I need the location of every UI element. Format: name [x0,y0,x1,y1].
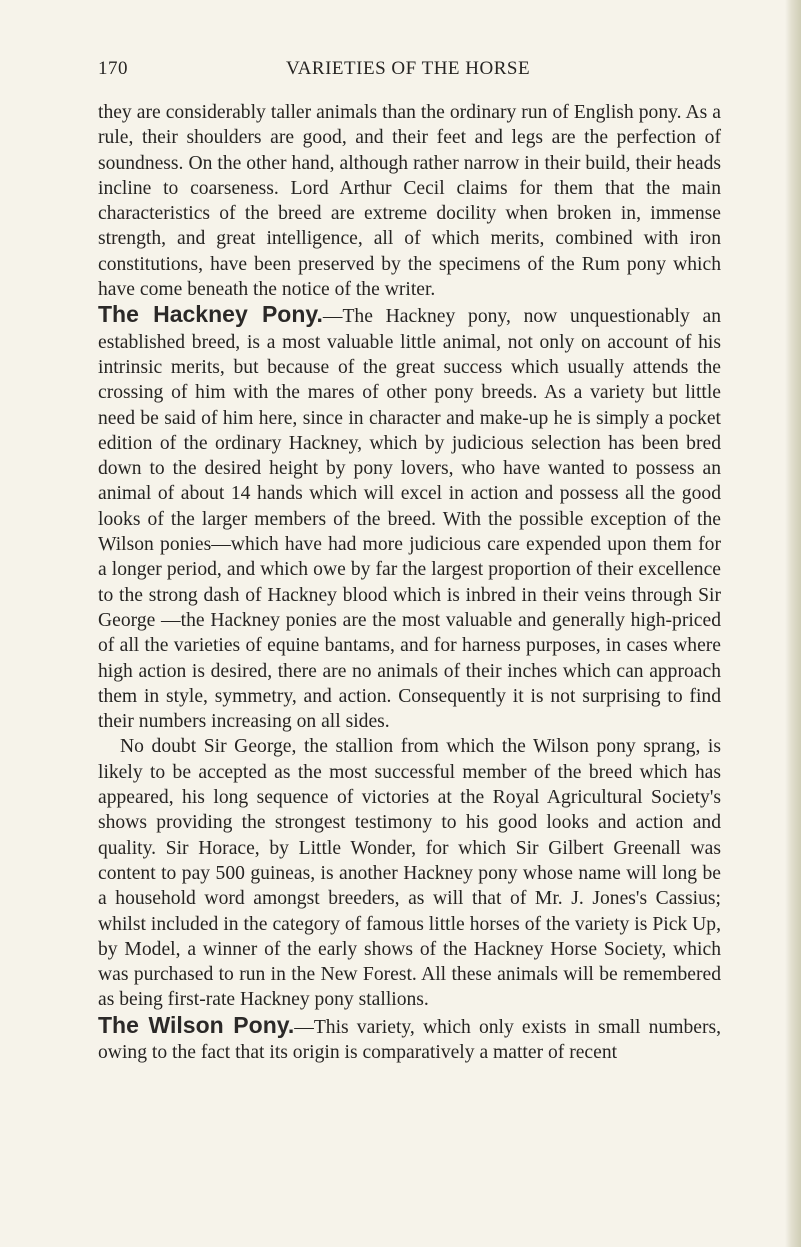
paragraph-hackney-pony [98,302,721,734]
paragraph-text: they are considerably taller animals than the ordinary run of English pony. As a rule, their shoulders are good, and their feet and legs are the perfection of soundness. On the other hand, although rather narrow in their build, their heads incline to coarseness. Lord Arthur Cecil claims for them that the main characteristics of the breed are extreme docility when broken in, immense strength, and great intelligence, all of which merits, combined with iron constitutions, have been preserved by the specimens of the Rum pony which have come beneath the notice of the writer. [98,102,721,301]
paragraph-text: —This variety, which only exists in small numbers, owing to the fact that its origin is comparatively a matter of recent [98,1016,721,1063]
paragraph-rum-pony-continued [98,100,721,302]
body-text [98,100,721,1065]
paragraph-text: No doubt Sir George, the stallion from which the Wilson pony sprang, is likely to be accepted as the most successful member of the breed which has appeared, his long sequence of victories at the Royal Agricultural Society's shows providing the strongest testimony to his good looks and action and quality. Sir Horace, by Little Wonder, for which Sir Gilbert Greenall was content to pay 500 guineas, is another Hackney pony whose name will long be a household word amongst breeders, as will that of Mr. J. Jones's Cassius; whilst included in the category of famous little horses of the variety is Pick Up, by Model, a winner of the early shows of the Hackney Horse Society, which was purchased to run in the New Forest. All these animals will be remembered as being first-rate Hackney pony stallions. [98,736,721,1011]
page-header [98,58,718,84]
section-heading-hackney-pony: The Hackney Pony. [98,301,323,328]
paragraph-text: —The Hackney pony, now unquestionably an established breed, is a most valuable little animal, not only on account of his intrinsic merits, but because of the great success which usually attends the crossing of him with the mares of other pony breeds. As a variety but little need be said of him here, since in character and make-up he is simply a pocket edition of the ordinary Hackney, which by judicious selection has been bred down to the desired height by pony lovers, who have wanted to possess an animal of about 14 hands which will excel in action and possess all the good looks of the larger members of the breed. With the possible exception of the Wilson ponies—which have had more judicious care expended upon them for a longer period, and which owe by far the largest proportion of their excellence to the strong dash of Hackney blood which is inbred in their veins through Sir George —the Hackney ponies are the most valuable and generally high-priced of all the varieties of equine bantams, and for harness purposes, in cases where high action is desired, there are no animals of their inches which can approach them in style, symmetry, and action. Consequently it is not surprising to find their numbers increasing on all sides. [98,306,721,733]
paragraph-wilson-pony [98,1013,721,1066]
page-number: 170 [98,58,128,79]
running-head: VARIETIES OF THE HORSE [285,58,531,79]
paragraph-sir-george [98,734,721,1012]
page-edge-shadow [785,0,801,1247]
section-heading-wilson-pony: The Wilson Pony. [98,1011,295,1038]
